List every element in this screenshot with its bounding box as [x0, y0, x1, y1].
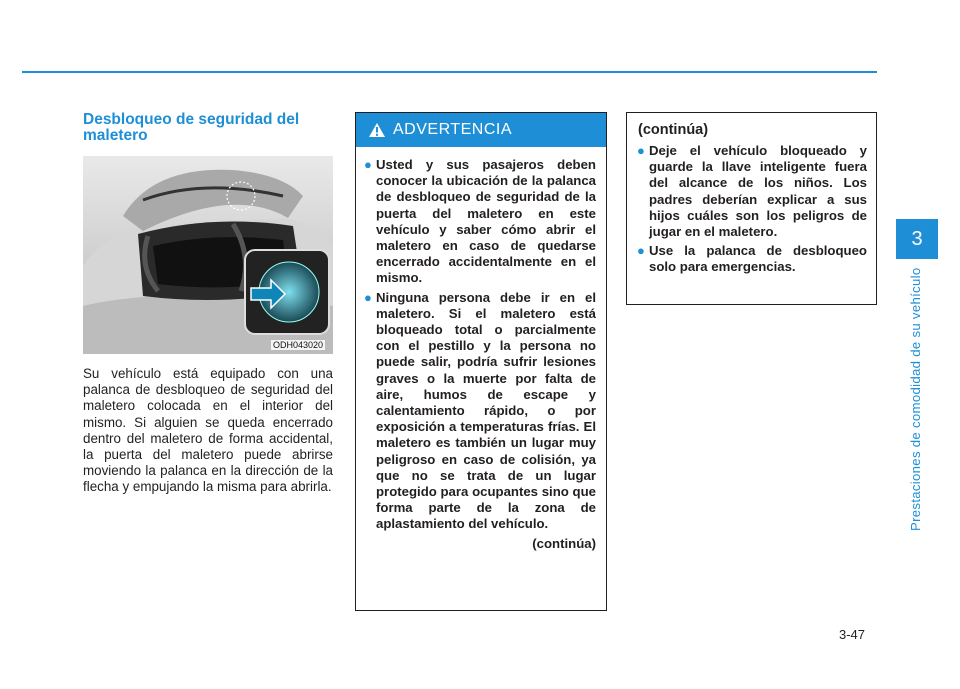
warning-continued: (continúa) — [532, 535, 596, 551]
continuation-box — [626, 112, 877, 305]
image-code: ODH043020 — [273, 340, 324, 350]
page-number: 3-47 — [839, 627, 866, 642]
warning-item: ● Ninguna persona debe ir en el maletero. Si el maletero está bloqueado total o parcialmente con el pestillo y la persona no puede salir, podría sufrir lesiones graves o la muerte por falta de aire, humos de escape y calentamiento rápido, o por exposición a temperaturas frías. El maletero es también un lugar muy peligroso en caso de colisión, ya que no se trata de un lugar protegido para ocupantes sino que forma parte de la zona de aplastamiento del vehículo. — [364, 289, 596, 532]
chapter-side-title — [908, 263, 935, 533]
chapter-number: 3 — [911, 227, 923, 250]
header-rule — [22, 71, 877, 73]
continuation-item: ● Deje el vehículo bloqueado y guarde la llave inteligente fuera del alcance de los niños. Los padres deberían explicar a sus hijos cuáles son los peligros de jugar en el maletero. — [637, 143, 867, 240]
chapter-tab[interactable] — [896, 219, 938, 259]
warning-list — [356, 147, 606, 533]
section-body: Su vehículo está equipado con una palanca de desbloqueo de seguridad del maletero colocada en el interior del mismo. Si alguien se queda encerrado dentro del maletero de forma accidental, la puerta del maletero puede abrirse moviendo la palanca en la dirección de la flecha y empujando la misma para abrirla. — [83, 366, 333, 495]
warning-triangle-icon — [369, 123, 385, 137]
continuation-title: (continúa) — [638, 122, 709, 138]
section-title: Desbloqueo de seguridad del maletero — [83, 111, 300, 144]
bullet-icon: ● — [364, 289, 372, 305]
chapter-title: Prestaciones de comodidad de su vehículo — [908, 267, 923, 531]
bullet-icon: ● — [364, 157, 372, 172]
continuation-item: ● Use la palanca de desbloqueo solo para emergencias. — [637, 243, 867, 275]
bullet-icon: ● — [637, 243, 645, 259]
warning-box — [355, 112, 607, 611]
bullet-icon: ● — [637, 143, 645, 158]
warning-title: ADVERTENCIA — [393, 121, 513, 138]
trunk-release-photo — [83, 156, 333, 354]
warning-header — [356, 113, 606, 147]
warning-item: ● Usted y sus pasajeros deben conocer la ubicación de la palanca de desbloqueo de seguridad de la puerta del maletero en este vehículo y saber cómo abrir el maletero en caso de quedarse encerrado accidentalmente en el mismo. — [364, 157, 596, 286]
trunk-illustration — [83, 156, 333, 354]
continuation-list — [637, 143, 867, 276]
